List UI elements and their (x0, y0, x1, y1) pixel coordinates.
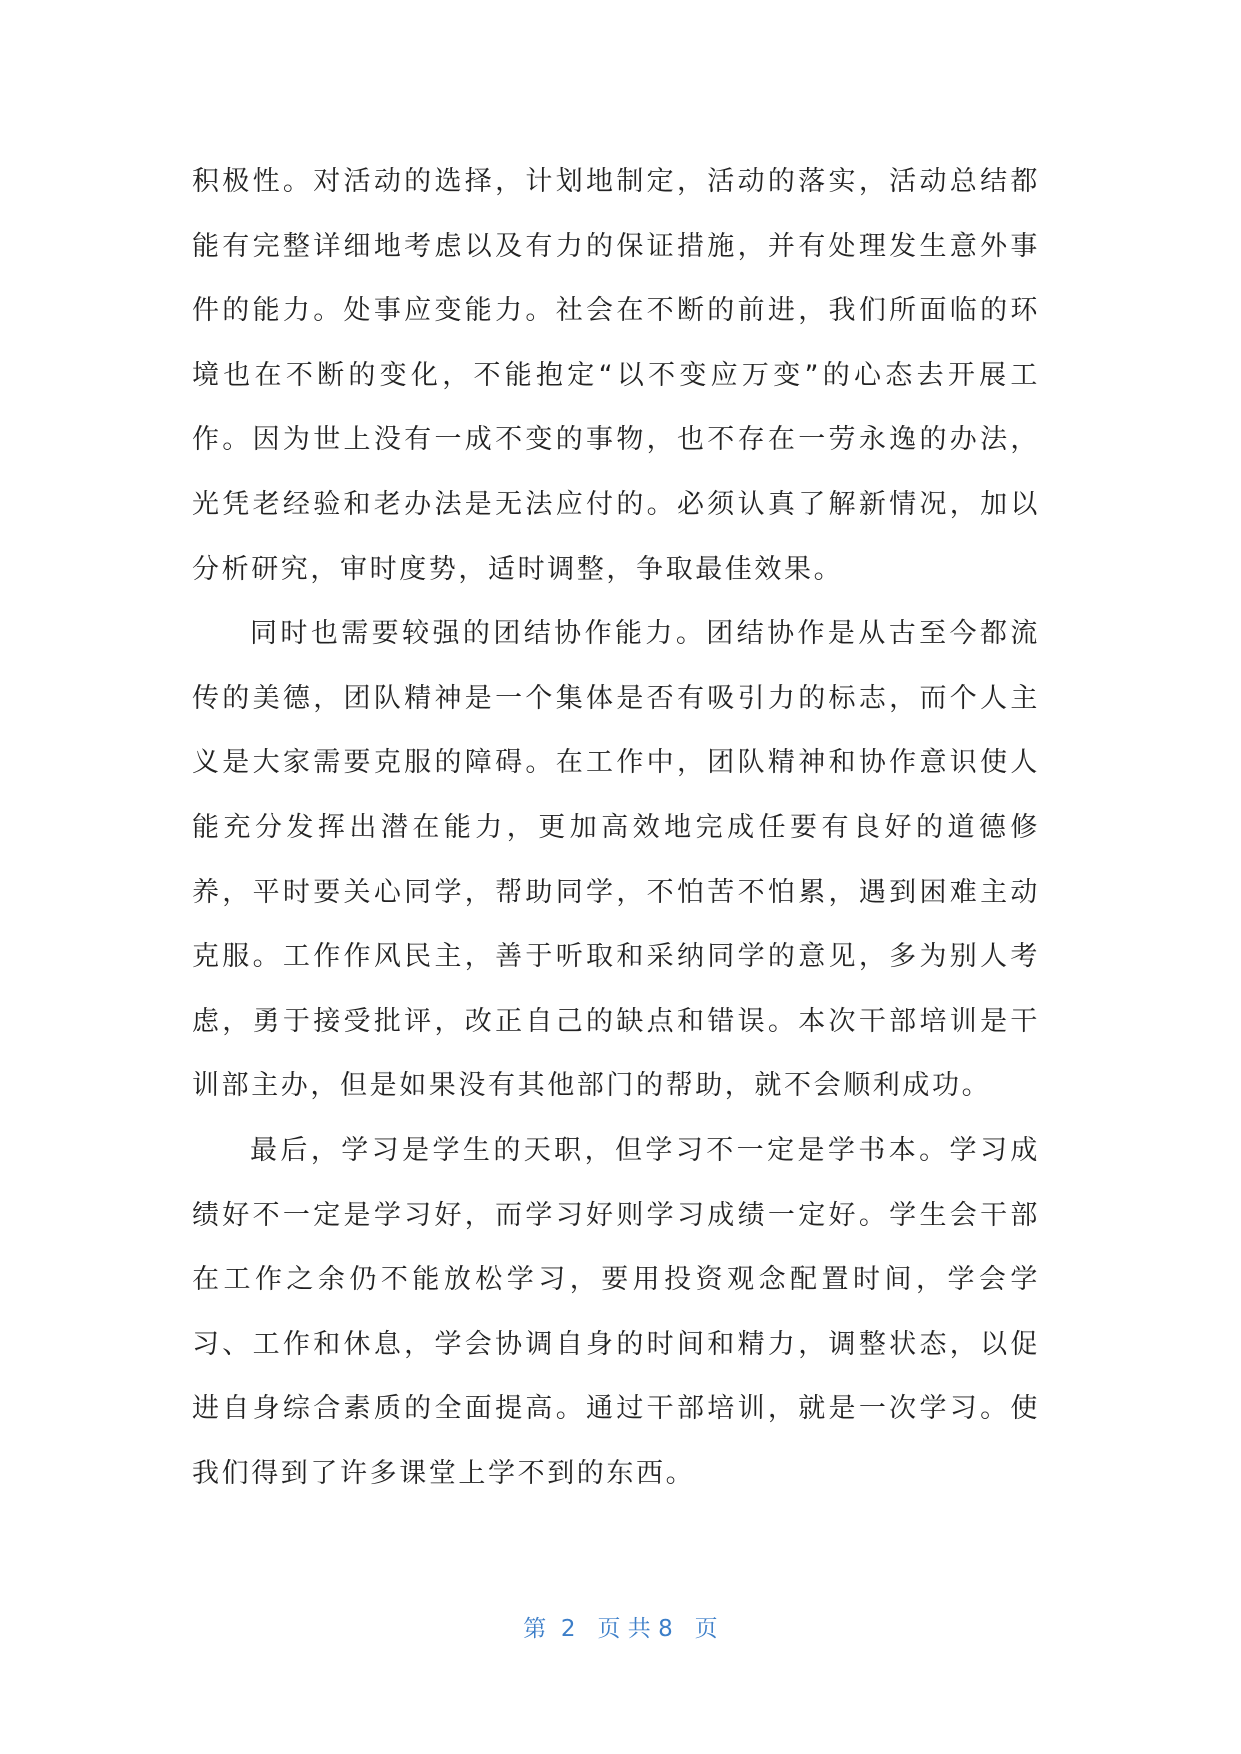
page-number-footer: 第 2 页 共 8 页 (523, 1616, 718, 1642)
document-body (192, 150, 1040, 1506)
paragraph-teamwork: 同时也需要较强的团结协作能力。团结协作是从古至今都流传的美德，团队精神是一个集体是否有吸引力的标志，而个人主义是大家需要克服的障碍。在工作中，团队精神和协作意识使人能充分发挥出潜在能力，更加高效地完成任要有良好的道德修养，平时要关心同学，帮助同学，不怕苦不怕累，遇到困难主动克服。工作作风民主，善于听取和采纳同学的意见，多为别人考虑，勇于接受批评，改正自己的缺点和错误。本次干部培训是干训部主办，但是如果没有其他部门的帮助，就不会顺利成功。 (192, 618, 1040, 1102)
paragraph-study: 最后，学习是学生的天职，但学习不一定是学书本。学习成绩好不一定是学习好，而学习好则学习成绩一定好。学生会干部在工作之余仍不能放松学习，要用投资观念配置时间，学会学习、工作和休息，学会协调自身的时间和精力，调整状态，以促进自身综合素质的全面提高。通过干部培训，就是一次学习。使我们得到了许多课堂上学不到的东西。 (192, 1134, 1040, 1489)
paragraph-continuation: 积极性。对活动的选择，计划地制定，活动的落实，活动总结都能有完整详细地考虑以及有力的保证措施，并有处理发生意外事件的能力。处事应变能力。社会在不断的前进，我们所面临的环境也在不断的变化，不能抱定“以不变应万变”的心态去开展工作。因为世上没有一成不变的事物，也不存在一劳永逸的办法，光凭老经验和老办法是无法应付的。必须认真了解新情况，加以分析研究，审时度势，适时调整，争取最佳效果。 (192, 166, 1040, 585)
